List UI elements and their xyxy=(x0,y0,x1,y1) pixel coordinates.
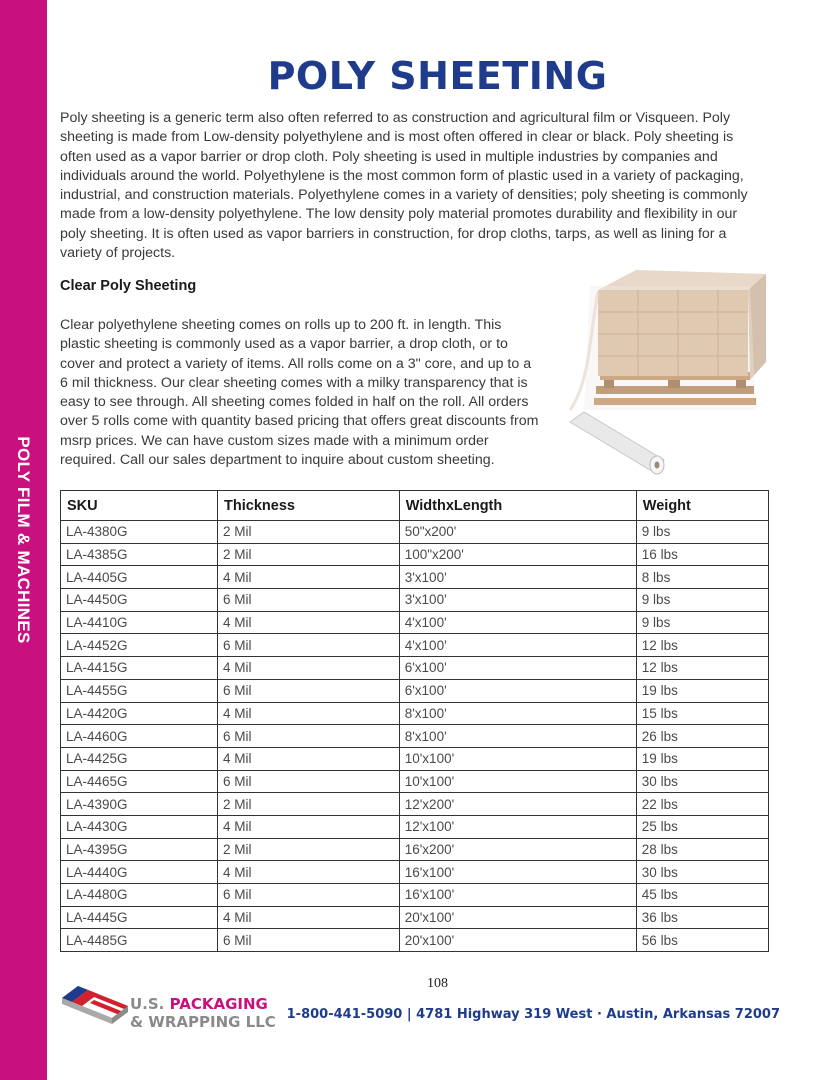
cell-width-length: 6'x100' xyxy=(399,679,636,702)
table-row xyxy=(61,543,769,566)
cell-thickness: 2 Mil xyxy=(218,543,400,566)
cell-weight: 15 lbs xyxy=(636,702,768,725)
cell-sku: LA-4460G xyxy=(61,725,218,748)
cell-weight: 26 lbs xyxy=(636,725,768,748)
section-paragraph: Clear polyethylene sheeting comes on rolls up to 200 ft. in length. This plastic sheeting is commonly used as a vapor barrier, a drop cloth, or to cover and protect a variety of items. All rolls come on a 3" core, and up to a 6 mil thickness. Our clear sheeting comes with a milky transparency that is easy to see through. All sheeting comes folded in half on the roll. All orders over 5 rolls come with quantity based pricing that offers great discounts from msrp prices. We can have custom sizes made with a minimum order required. Call our sales department to inquire about custom sheeting. xyxy=(60,317,539,469)
table-row xyxy=(61,521,769,544)
cell-weight: 19 lbs xyxy=(636,679,768,702)
cell-thickness: 4 Mil xyxy=(218,815,400,838)
side-bar xyxy=(0,0,47,1080)
cell-sku: LA-4410G xyxy=(61,611,218,634)
cell-weight: 9 lbs xyxy=(636,521,768,544)
cell-weight: 9 lbs xyxy=(636,589,768,612)
table-row xyxy=(61,634,769,657)
cell-sku: LA-4380G xyxy=(61,521,218,544)
cell-thickness: 6 Mil xyxy=(218,929,400,952)
table-row xyxy=(61,702,769,725)
cell-width-length: 6'x100' xyxy=(399,657,636,680)
cell-thickness: 2 Mil xyxy=(218,793,400,816)
table-row xyxy=(61,770,769,793)
cell-width-length: 20'x100' xyxy=(399,929,636,952)
cell-width-length: 12'x100' xyxy=(399,815,636,838)
logo-text-wrapping: & WRAPPING LLC xyxy=(130,1013,276,1031)
cell-width-length: 4'x100' xyxy=(399,634,636,657)
cell-thickness: 2 Mil xyxy=(218,521,400,544)
cell-sku: LA-4390G xyxy=(61,793,218,816)
company-logo xyxy=(58,984,298,1034)
table-row xyxy=(61,906,769,929)
cell-sku: LA-4395G xyxy=(61,838,218,861)
cell-weight: 28 lbs xyxy=(636,838,768,861)
cell-thickness: 6 Mil xyxy=(218,589,400,612)
cell-thickness: 4 Mil xyxy=(218,747,400,770)
cell-sku: LA-4405G xyxy=(61,566,218,589)
section-heading: Clear Poly Sheeting xyxy=(60,278,197,294)
cell-thickness: 6 Mil xyxy=(218,725,400,748)
cell-sku: LA-4430G xyxy=(61,815,218,838)
cell-width-length: 16'x100' xyxy=(399,884,636,907)
cell-sku: LA-4452G xyxy=(61,634,218,657)
cell-sku: LA-4445G xyxy=(61,906,218,929)
cell-sku: LA-4450G xyxy=(61,589,218,612)
pallet-cover-image xyxy=(560,262,770,482)
cell-weight: 30 lbs xyxy=(636,770,768,793)
cell-weight: 9 lbs xyxy=(636,611,768,634)
cell-thickness: 6 Mil xyxy=(218,884,400,907)
cell-thickness: 4 Mil xyxy=(218,566,400,589)
table-row xyxy=(61,611,769,634)
cell-thickness: 6 Mil xyxy=(218,679,400,702)
cell-sku: LA-4415G xyxy=(61,657,218,680)
logo-text-packaging: PACKAGING xyxy=(169,995,268,1013)
cell-weight: 8 lbs xyxy=(636,566,768,589)
cell-sku: LA-4425G xyxy=(61,747,218,770)
cell-width-length: 10'x100' xyxy=(399,770,636,793)
cell-weight: 19 lbs xyxy=(636,747,768,770)
cell-width-length: 20'x100' xyxy=(399,906,636,929)
cell-weight: 36 lbs xyxy=(636,906,768,929)
table-row xyxy=(61,838,769,861)
contact-info: 1-800-441-5090 | 4781 Highway 319 West · Austin, Arkansas 72007 xyxy=(286,1007,780,1022)
cell-width-length: 16'x100' xyxy=(399,861,636,884)
cell-weight: 12 lbs xyxy=(636,634,768,657)
cell-width-length: 8'x100' xyxy=(399,702,636,725)
table-row xyxy=(61,861,769,884)
logo-text-us: U.S. xyxy=(130,995,165,1013)
cell-width-length: 12'x200' xyxy=(399,793,636,816)
cell-thickness: 4 Mil xyxy=(218,702,400,725)
cell-sku: LA-4480G xyxy=(61,884,218,907)
cell-sku: LA-4485G xyxy=(61,929,218,952)
cell-thickness: 2 Mil xyxy=(218,838,400,861)
cell-width-length: 3'x100' xyxy=(399,566,636,589)
cell-width-length: 100"x200' xyxy=(399,543,636,566)
film-roll-icon xyxy=(570,412,664,474)
header-sku: SKU xyxy=(61,491,218,521)
table-row xyxy=(61,793,769,816)
cell-width-length: 10'x100' xyxy=(399,747,636,770)
cell-thickness: 4 Mil xyxy=(218,657,400,680)
table-row xyxy=(61,884,769,907)
header-weight: Weight xyxy=(636,491,768,521)
flag-logo-icon xyxy=(58,984,138,1034)
table-header-row xyxy=(61,491,769,521)
side-category-label: POLY FILM & MACHINES xyxy=(14,436,33,644)
cell-weight: 30 lbs xyxy=(636,861,768,884)
cell-weight: 56 lbs xyxy=(636,929,768,952)
header-thickness: Thickness xyxy=(218,491,400,521)
cell-sku: LA-4465G xyxy=(61,770,218,793)
table-row xyxy=(61,589,769,612)
table-row xyxy=(61,657,769,680)
cell-weight: 22 lbs xyxy=(636,793,768,816)
cell-width-length: 3'x100' xyxy=(399,589,636,612)
table-row xyxy=(61,815,769,838)
cell-weight: 16 lbs xyxy=(636,543,768,566)
cell-sku: LA-4420G xyxy=(61,702,218,725)
intro-paragraph: Poly sheeting is a generic term also often referred to as construction and agricultural film or Visqueen. Poly sheeting is made from Low-density polyethylene and is most often offered in clear or black. Poly sheeting is often used as a vapor barrier or drop cloth. Poly sheeting is used in multiple industries by companies and individuals around the world. Polyethylene is the most common form of plastic used in a variety of packaging, industrial, and construction materials. Polyethylene comes in a variety of densities; poly sheeting is commonly made from a low-density polyethylene. The low density poly material promotes durability and flexibility in our poly sheeting. It is often used as vapor barriers in construction, for drop cloths, tarps, as well as lining for a variety of projects. xyxy=(60,110,748,262)
table-row xyxy=(61,566,769,589)
cell-thickness: 6 Mil xyxy=(218,634,400,657)
header-width-length: WidthxLength xyxy=(399,491,636,521)
sku-table xyxy=(60,490,769,952)
page-title: POLY SHEETING xyxy=(267,54,608,98)
table-row xyxy=(61,725,769,748)
page-number: 108 xyxy=(427,976,448,991)
cell-weight: 45 lbs xyxy=(636,884,768,907)
cell-width-length: 16'x200' xyxy=(399,838,636,861)
cell-weight: 25 lbs xyxy=(636,815,768,838)
cell-thickness: 4 Mil xyxy=(218,906,400,929)
cell-sku: LA-4440G xyxy=(61,861,218,884)
cell-width-length: 8'x100' xyxy=(399,725,636,748)
cell-thickness: 4 Mil xyxy=(218,611,400,634)
cell-thickness: 4 Mil xyxy=(218,861,400,884)
cell-width-length: 4'x100' xyxy=(399,611,636,634)
table-row xyxy=(61,679,769,702)
cell-thickness: 6 Mil xyxy=(218,770,400,793)
cell-weight: 12 lbs xyxy=(636,657,768,680)
table-row xyxy=(61,929,769,952)
table-row xyxy=(61,747,769,770)
cell-width-length: 50"x200' xyxy=(399,521,636,544)
cell-sku: LA-4455G xyxy=(61,679,218,702)
cell-sku: LA-4385G xyxy=(61,543,218,566)
